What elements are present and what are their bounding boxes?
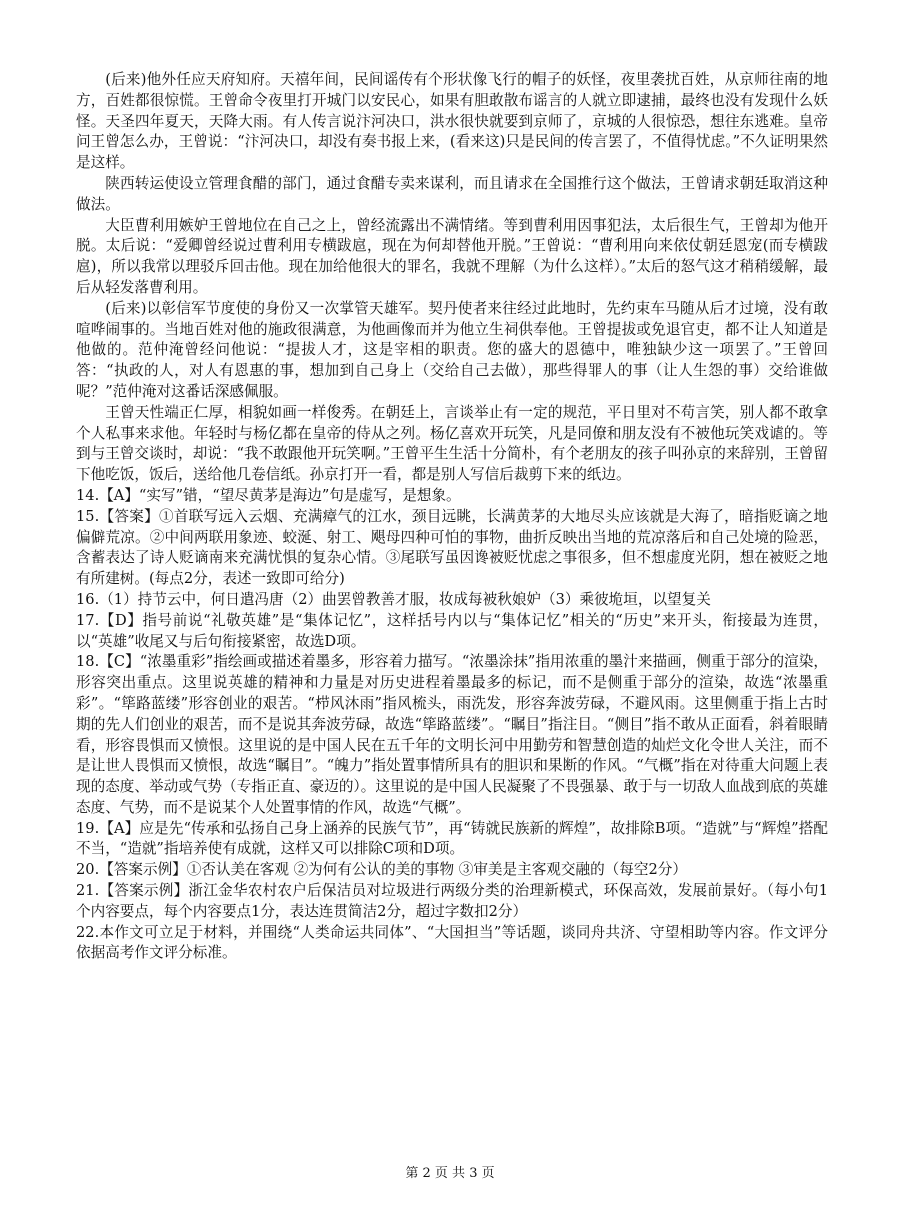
answer-17: 17.【D】指号前说“礼敬英雄”是“集体记忆”，这样括号内以与“集体记忆”相关的“历史”来开头，衔接最为连贯，以“英雄”收尾又与后句衔接紧密，故选D项。 (76, 611, 828, 650)
translation-paragraph-3: 大臣曹利用嫉妒王曾地位在自己之上，曾经流露出不满情绪。等到曹利用因事犯法，太后很生气，王曾却为他开脱。太后说：“爱卿曾经说过曹利用专横跋扈，现在为何却替他开脱。”王曾说：“曹利用向来依仗朝廷恩宠(而专横跋扈)，所以我常以理驳斥回击他。现在加给他很大的罪名，我就不理解（为什么这样）。”太后的怒气这才稍稍缓解，最后从轻发落曹利用。 (76, 216, 828, 296)
page-footer: 第 2 页 共 3 页 (405, 1166, 495, 1181)
answer-20: 20.【答案示例】①否认美在客观 ②为何有公认的美的事物 ③审美是主客观交融的（每空2分） (76, 861, 687, 879)
answer-document (76, 70, 828, 964)
answer-15: 15.【答案】①首联写远入云烟、充满瘴气的江水，颈目远眺，长满黄茅的大地尽头应该就是大海了，暗指贬谪之地偏僻荒凉。②中间两联用象迹、蛟涎、射工、飓母四种可怕的事物，曲折反映出当地的荒凉落后和自己处境的险恶，含蓄表达了诗人贬谪南来充满忧惧的复杂心情。③尾联写虽因谗被贬忧虑之事很多，但不想虚度光阴，想在被贬之地有所建树。(每点2分，表述一致即可给分) (76, 507, 828, 588)
answer-18: 18.【C】“浓墨重彩”指绘画或描述着墨多，形容着力描写。“浓墨涂抹”指用浓重的墨汁来描画，侧重于部分的渲染，形容突出重点。这里说英雄的精神和力量是对历史进程着墨最多的标记，而不是侧重于部分的渲染，故选“浓墨重彩”。“筚路蓝缕”形容创业的艰苦。“栉风沐雨”指风梳头，雨洗发，形容奔波劳碌，不避风雨。这里侧重于指上古时期的先人们创业的艰苦，而不是说其奔波劳碌，故选“筚路蓝缕”。“瞩目”指注目。“侧目”指不敢从正面看，斜着眼睛看，形容畏惧而又愤恨。这里说的是中国人民在五千年的文明长河中用勤劳和智慧创造的灿烂文化令世人关注，而不是让世人畏惧而又愤恨，故选“瞩目”。“魄力”指处置事情所具有的胆识和果断的作风。“气概”指在对待重大问题上表现的态度、举动或气势（专指正直、豪迈的）。这里说的是中国人民凝聚了不畏强暴、敢于与一切敌人血战到底的英雄态度、气势，而不是说某个人处置事情的作风，故选“气概”。 (76, 653, 828, 816)
translation-paragraph-5: 王曾天性端正仁厚，相貌如画一样俊秀。在朝廷上，言谈举止有一定的规范，平日里对不苟言笑，别人都不敢拿个人私事来求他。年轻时与杨亿都在皇帝的侍从之列。杨亿喜欢开玩笑，凡是同僚和朋友没有不被他玩笑戏谑的。等到与王曾交谈时，却说：“我不敢跟他开玩笑啊。”王曾平生生活十分简朴，有个老朋友的孩子叫孙京的来辞别，王曾留下他吃饭，饭后，送给他几卷信纸。孙京打开一看，都是别人写信后裁剪下来的纸边。 (76, 403, 828, 484)
translation-paragraph-1: (后来)他外任应天府知府。天禧年间，民间谣传有个形状像飞行的帽子的妖怪，夜里袭扰百姓，从京师往南的地方，百姓都很惊慌。王曾命令夜里打开城门以安民心，如果有胆敢散布谣言的人就立即逮捕，最终也没有发现什么妖怪。天圣四年夏天，天降大雨。有人传言说汴河决口，洪水很快就要到京师了，京城的人很惊恐，想往东逃难。皇帝问王曾怎么办，王曾说：“汴河决口，却没有奏书报上来，(看来这)只是民间的传言罢了，不值得忧虑。”不久证明果然是这样。 (76, 71, 828, 172)
translation-paragraph-4: (后来)以彰信军节度使的身份又一次掌管天雄军。契丹使者来往经过此地时，先约束车马随从后才过境，没有敢喧哗闹事的。当地百姓对他的施政很满意，为他画像而并为他立生祠供奉他。王曾提拔或免退官吏，都不让人知道是他做的。范仲淹曾经问他说：“提拔人才，这是宰相的职责。您的盛大的恩德中，唯独缺少这一项罢了。”王曾回答：“执政的人，对人有恩惠的事，想加到自己身上（交给自己去做），那些得罪人的事（让人生怨的事）交给谁做呢？”范仲淹对这番话深感佩服。 (76, 299, 828, 400)
answer-22: 22.本作文可立足于材料，并围绕“人类命运共同体”、“大国担当”等话题，谈同舟共济、守望相助等内容。作文评分依据高考作文评分标准。 (76, 923, 828, 962)
answer-16: 16.（1）持节云中，何日遣冯唐（2）曲罢曾教善才服，妆成每被秋娘妒（3）乘彼垝垣，以望复关 (76, 590, 711, 608)
answer-19: 19.【A】应是先“传承和弘扬自己身上涵养的民族气节”，再“铸就民族新的辉煌”，故排除B项。“造就”与“辉煌”搭配不当，“造就”指培养使有成就，这样又可以排除C项和D项。 (76, 819, 828, 858)
answer-21: 21.【答案示例】浙江金华农村农户后保洁员对垃圾进行两级分类的治理新模式，环保高效，发展前景好。（每小句1个内容要点，每个内容要点1分，表达连贯简洁2分，超过字数扣2分） (76, 882, 828, 920)
translation-paragraph-2: 陕西转运使设立管理食醋的部门，通过食醋专卖来谋利，而且请求在全国推行这个做法，王曾请求朝廷取消这种做法。 (76, 174, 828, 213)
answer-14: 14.【A】“实写”错，“望尽黄茅是海边”句是虚写，是想象。 (76, 486, 461, 504)
